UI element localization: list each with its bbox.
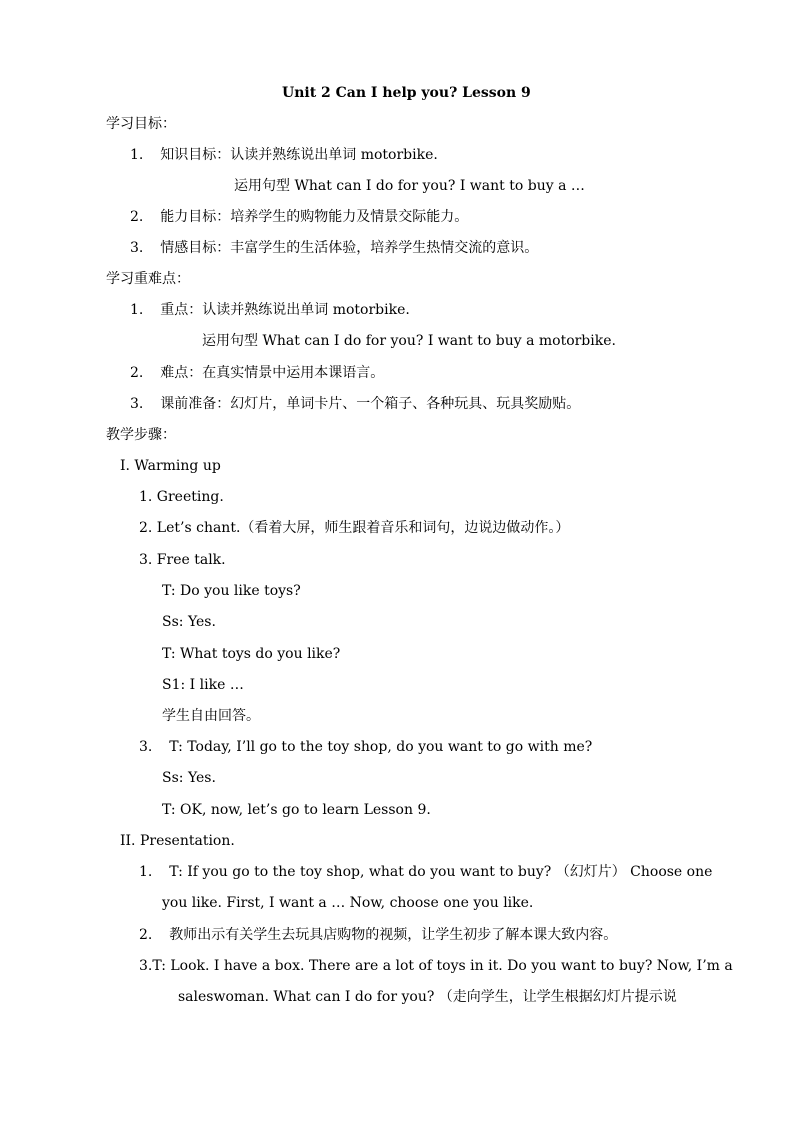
objectives-heading: 学习目标： xyxy=(106,116,176,132)
item-label: 知识目标： xyxy=(160,147,231,163)
keypoint-1-continued: 运用句型 What can I do for you? I want to buy a motorbike. xyxy=(202,333,616,349)
item-label: 难点： xyxy=(160,365,203,381)
dialog-line: Ss: Yes. xyxy=(162,770,216,786)
item-number: 1. xyxy=(130,147,144,163)
warmup-item-2: 2. Let’s chant.（看着大屏，师生跟着音乐和词句，边说边做动作。） xyxy=(139,520,570,536)
warmup-step-3 xyxy=(139,738,592,756)
objective-2 xyxy=(130,208,468,226)
item-label: 课前准备： xyxy=(160,396,231,412)
objective-1-continued: 运用句型 What can I do for you? I want to buy a … xyxy=(234,178,585,194)
presentation-title: II. Presentation. xyxy=(120,833,235,849)
dialog-line: T: OK, now, let’s go to learn Lesson 9. xyxy=(162,802,431,818)
item-number: 3. xyxy=(139,739,153,755)
objective-3 xyxy=(130,239,538,257)
item-text: 教师出示有关学生去玩具店购物的视频，让学生初步了解本课大致内容。 xyxy=(169,927,618,943)
dialog-line: T: What toys do you like? xyxy=(162,646,341,662)
dialog-note: 学生自由回答。 xyxy=(162,708,260,724)
item-label: 能力目标： xyxy=(160,209,231,225)
keypoint-1 xyxy=(130,301,410,319)
dialog-line: Ss: Yes. xyxy=(162,614,216,630)
item-number: 2. xyxy=(139,927,153,943)
item-number: 2. xyxy=(130,209,144,225)
item-number: 3. xyxy=(130,240,144,256)
item-number: 3. xyxy=(130,396,144,412)
dialog-line: T: Do you like toys? xyxy=(162,583,301,599)
warmup-item-3: 3. Free talk. xyxy=(139,552,226,568)
item-text: 幻灯片，单词卡片、一个箱子、各种玩具、玩具奖励贴。 xyxy=(230,396,581,412)
item-text: 在真实情景中运用本课语言。 xyxy=(202,365,385,381)
dialog-line: S1: I like … xyxy=(162,677,244,693)
item-number: 1. xyxy=(130,302,144,318)
item-text: 丰富学生的生活体验，培养学生热情交流的意识。 xyxy=(230,240,539,256)
keypoint-3 xyxy=(130,395,580,413)
item-label: 重点： xyxy=(160,302,203,318)
steps-heading: 教学步骤： xyxy=(106,427,176,443)
document-title: Unit 2 Can I help you? Lesson 9 xyxy=(282,85,531,101)
item-label: 情感目标： xyxy=(160,240,231,256)
item-text: T: Today, I’ll go to the toy shop, do you want to go with me? xyxy=(169,739,593,755)
presentation-item-3: 3.T: Look. I have a box. There are a lot of toys in it. Do you want to buy? Now, I’m a xyxy=(139,958,733,974)
warmup-item-1: 1. Greeting. xyxy=(139,489,224,505)
keypoint-2 xyxy=(130,364,384,382)
item-text: T: If you go to the toy shop, what do you want to buy? （幻灯片） Choose one xyxy=(169,864,713,880)
warmup-title: I. Warming up xyxy=(120,458,221,474)
item-text: 认读并熟练说出单词 motorbike. xyxy=(230,147,438,163)
item-number: 1. xyxy=(139,864,153,880)
presentation-item-1-continued: you like. First, I want a … Now, choose one you like. xyxy=(162,895,534,911)
objective-1 xyxy=(130,146,438,164)
presentation-item-2 xyxy=(139,926,617,944)
item-text: 培养学生的购物能力及情景交际能力。 xyxy=(230,209,469,225)
presentation-item-3-continued: saleswoman. What can I do for you? （走向学生，让学生根据幻灯片提示说 xyxy=(178,989,677,1005)
keypoints-heading: 学习重难点： xyxy=(106,271,190,287)
item-number: 2. xyxy=(130,365,144,381)
item-text: 认读并熟练说出单词 motorbike. xyxy=(202,302,410,318)
presentation-item-1 xyxy=(139,863,712,881)
